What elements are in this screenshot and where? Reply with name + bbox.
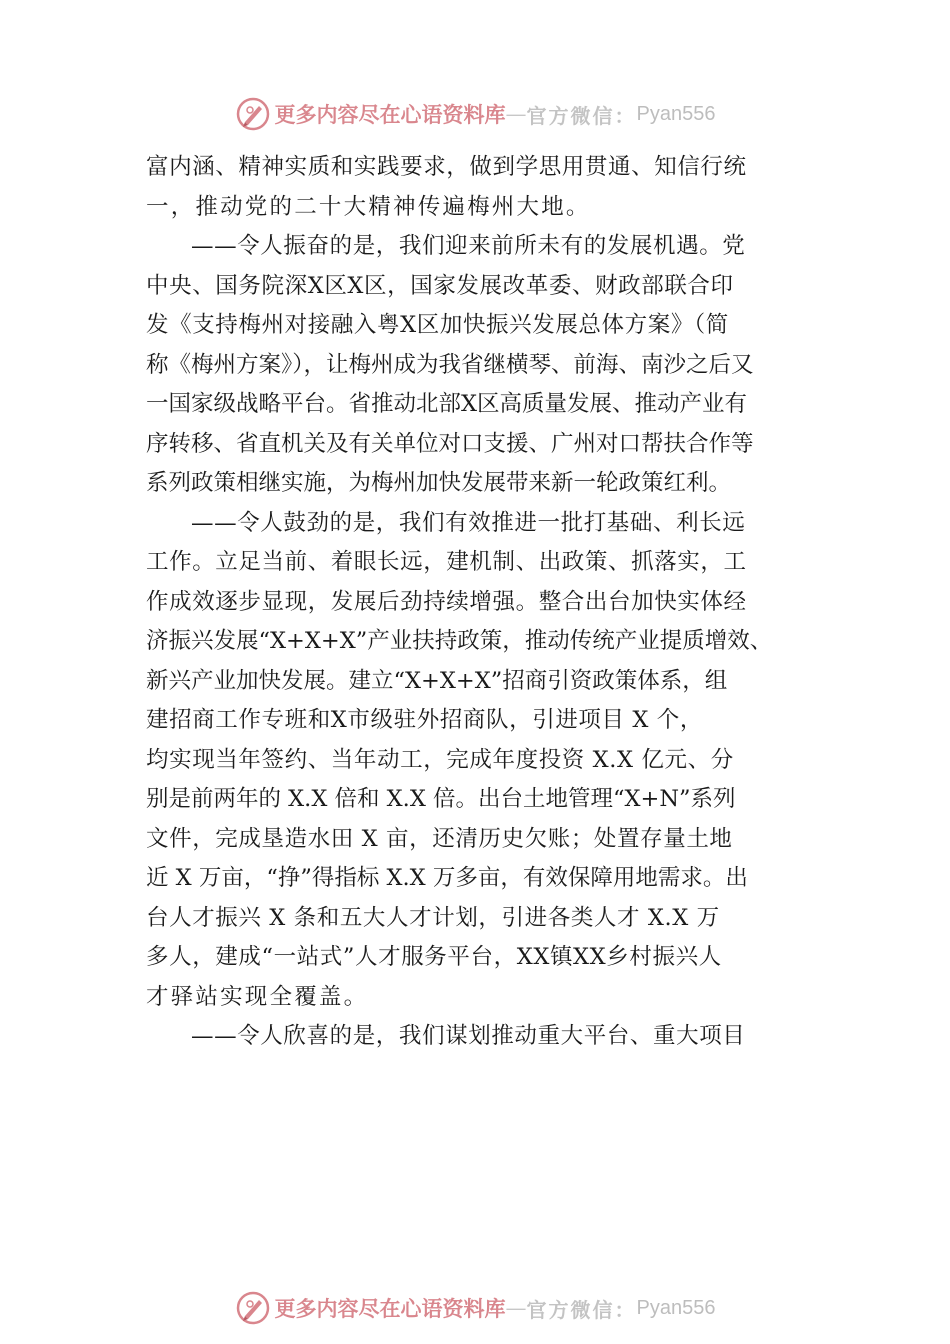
text-line: 称《梅州方案》），让梅州成为我省继横琴、前海、南沙之后又 [146,351,754,378]
text-line: 中央、国务院深X区X区，国家发展改革委、财政部联合印 [146,272,734,299]
pen-seal-icon [235,1290,271,1326]
text-line: 济振兴发展“X+X+X”产业扶持政策，推动传统产业提质增效、 [146,628,773,654]
header-banner [0,94,950,134]
banner-wechat-id: Pyan556 [636,1296,716,1319]
document-body [146,148,826,1057]
text-line: 台人才振兴 X 条和五大人才计划，引进各类人才 X.X 万 [146,904,720,931]
text-line: 别是前两年的 X.X 倍和 X.X 倍。出台土地管理“X+N”系列 [146,786,736,812]
text-line: ——令人鼓劲的是，我们有效推进一批打基础、利长远 [191,509,746,536]
banner-main-text: 更多内容尽在心语资料库 [274,102,506,127]
text-line: 多人，建成“一站式”人才服务平台，XX镇XX乡村振兴人 [146,944,722,970]
text-line: 新兴产业加快发展。建立“X+X+X”招商引资政策体系，组 [146,667,728,694]
text-line: 富内涵、精神实质和实践要求，做到学思用贯通、知信行统 [146,154,747,180]
banner-dash: — [505,102,527,126]
text-line: 系列政策相继实施，为梅州加快发展带来新一轮政策红利。 [146,470,732,496]
text-line: ——令人振奋的是，我们迎来前所未有的发展机遇。党 [191,233,746,259]
text-line: ——令人欣喜的是，我们谋划推动重大平台、重大项目 [191,1023,746,1049]
banner-dash: — [505,1296,527,1320]
footer-banner [0,1288,950,1328]
text-line: 文件，完成垦造水田 X 亩，还清历史欠账；处置存量土地 [146,825,733,852]
banner-wechat-label: 官方微信： [526,103,637,128]
text-line: 一国家级战略平台。省推动北部X区高质量发展、推动产业有 [146,391,748,417]
text-line: 序转移、省直机关及有关单位对口支援、广州对口帮扶合作等 [146,430,754,457]
text-line: 作成效逐步显现，发展后劲持续增强。整合出台加快实体经 [146,588,747,615]
text-line: 工作。立足当前、着眼长远，建机制、出政策、抓落实，工 [146,549,747,575]
text-line: 发《支持梅州对接融入粤X区加快振兴发展总体方案》（简 [146,312,729,338]
text-line: 均实现当年签约、当年动工，完成年度投资 X.X 亿元、分 [146,746,734,773]
text-line: 才驿站实现全覆盖。 [146,983,369,1010]
text-line: 一，推动党的二十大精神传遍梅州大地。 [146,193,591,220]
text-line: 建招商工作专班和X市级驻外招商队，引进项目 X 个， [146,707,703,733]
banner-wechat-label: 官方微信： [526,1297,637,1322]
banner-wechat-id: Pyan556 [636,102,716,125]
pen-seal-icon [235,96,271,132]
banner-main-text: 更多内容尽在心语资料库 [274,1296,506,1321]
text-line: 近 X 万亩，“挣”得指标 X.X 万多亩，有效保障用地需求。出 [146,865,748,891]
